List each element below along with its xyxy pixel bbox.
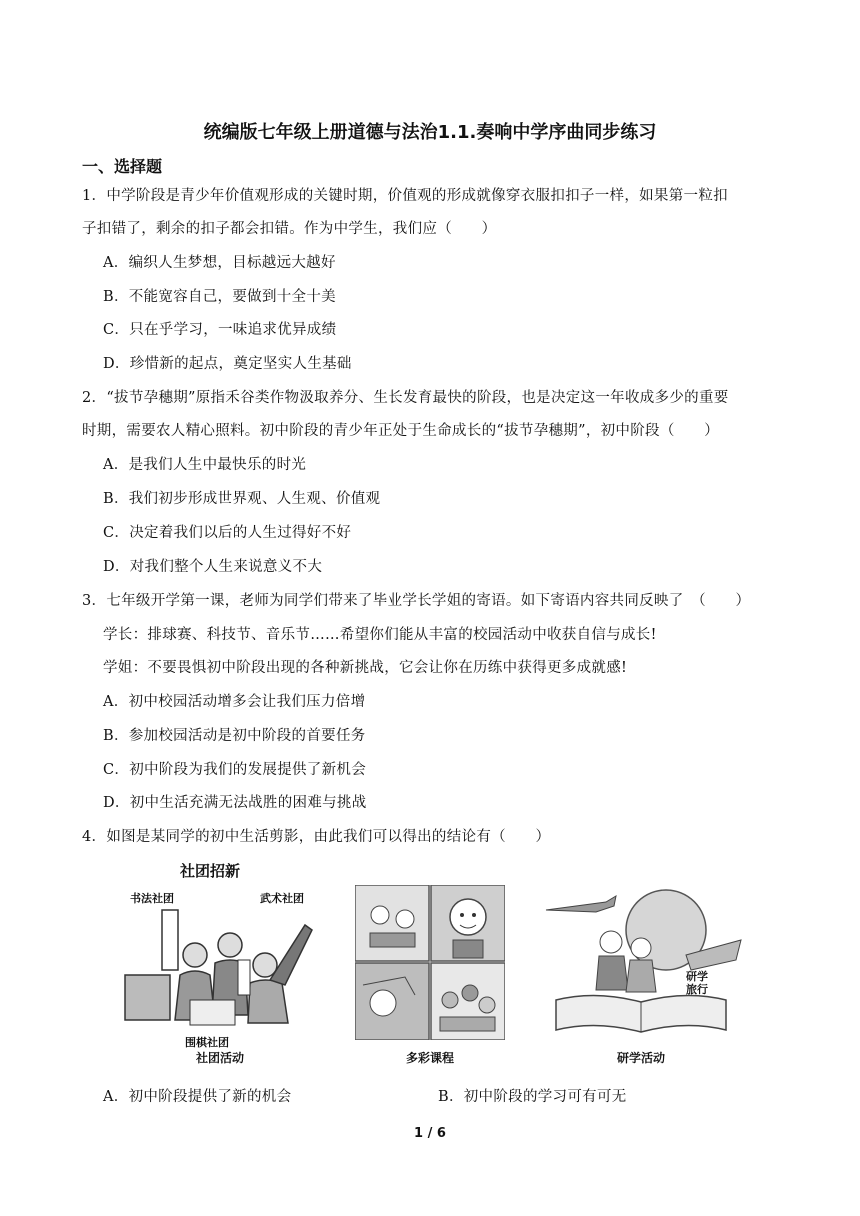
q2-stem-line2: 时期，需要农人精心照料。初中阶段的青少年正处于生命成长的“拔节孕穗期”，初中阶段（ ） — [82, 423, 720, 439]
q3-option-d: D．初中生活充满无法战胜的困难与挑战 — [103, 795, 367, 811]
q2-option-d: D．对我们整个人生来说意义不大 — [103, 559, 323, 575]
q2-stem-line1: 2．“拔节孕穗期”原指禾谷类作物汲取养分、生长发育最快的阶段，也是决定这一年收成多少的重要 — [82, 390, 729, 406]
study-tour-caption: 研学活动 — [616, 1051, 665, 1065]
q4-option-a: A．初中阶段提供了新的机会 — [103, 1089, 292, 1105]
q3-stem: 3．七年级开学第一课，老师为同学们带来了毕业学长学姐的寄语。如下寄语内容共同反映了 （ ） — [82, 593, 751, 609]
diverse-courses-caption: 多彩课程 — [405, 1051, 454, 1065]
q3-senior-boy-message: 学长：排球赛、科技节、音乐节……希望你们能从丰富的校园活动中收获自信与成长! — [103, 627, 657, 643]
q1-option-a: A．编织人生梦想，目标越远大越好 — [103, 255, 336, 271]
study-tour-drawing — [536, 880, 746, 1040]
q4-option-b: B．初中阶段的学习可有可无 — [438, 1089, 627, 1105]
q1-option-b: B．不能宽容自己，要做到十全十美 — [103, 289, 336, 305]
document-title: 统编版七年级上册道德与法治1.1.奏响中学序曲同步练习 — [203, 122, 657, 143]
study-tour-illustration — [536, 860, 746, 1070]
q1-stem-line1: 1．中学阶段是青少年价值观形成的关键时期，价值观的形成就像穿衣服扣扣子一样，如果第一粒扣 — [82, 188, 728, 204]
martial-arts-club-label: 武术社团 — [260, 892, 304, 905]
q1-stem-line2: 子扣错了，剩余的扣子都会扣错。作为中学生，我们应（ ） — [82, 221, 497, 237]
q2-option-b: B．我们初步形成世界观、人生观、价值观 — [103, 491, 381, 507]
q3-option-a: A．初中校园活动增多会让我们压力倍增 — [103, 694, 366, 710]
section-heading: 一、选择题 — [82, 157, 163, 176]
q3-option-b: B．参加校园活动是初中阶段的首要任务 — [103, 728, 366, 744]
q2-option-a: A．是我们人生中最快乐的时光 — [103, 457, 307, 473]
go-club-label: 围棋社团 — [185, 1036, 229, 1049]
q2-option-c: C．决定着我们以后的人生过得好不好 — [103, 525, 352, 541]
q4-stem: 4．如图是某同学的初中生活剪影，由此我们可以得出的结论有（ ） — [82, 829, 551, 845]
diverse-courses-illustration — [352, 860, 508, 1070]
club-activity-illustration — [120, 860, 320, 1070]
club-members-drawing — [120, 905, 320, 1035]
club-recruit-heading: 社团招新 — [180, 862, 241, 880]
page-number: 1 / 6 — [414, 1126, 446, 1141]
q1-option-c: C．只在乎学习，一味追求优异成绩 — [103, 322, 337, 338]
club-activity-caption: 社团活动 — [195, 1051, 244, 1065]
q4-figure-row — [100, 860, 780, 1070]
q3-senior-girl-message: 学姐：不要畏惧初中阶段出现的各种新挑战，它会让你在历练中获得更多成就感! — [103, 660, 628, 676]
q3-option-c: C．初中阶段为我们的发展提供了新机会 — [103, 762, 366, 778]
study-tour-book-text: 研学旅行 — [686, 970, 708, 996]
course-panels-drawing — [355, 885, 505, 1040]
q1-option-d: D．珍惜新的起点，奠定坚实人生基础 — [103, 356, 352, 372]
calligraphy-club-label: 书法社团 — [130, 892, 174, 905]
